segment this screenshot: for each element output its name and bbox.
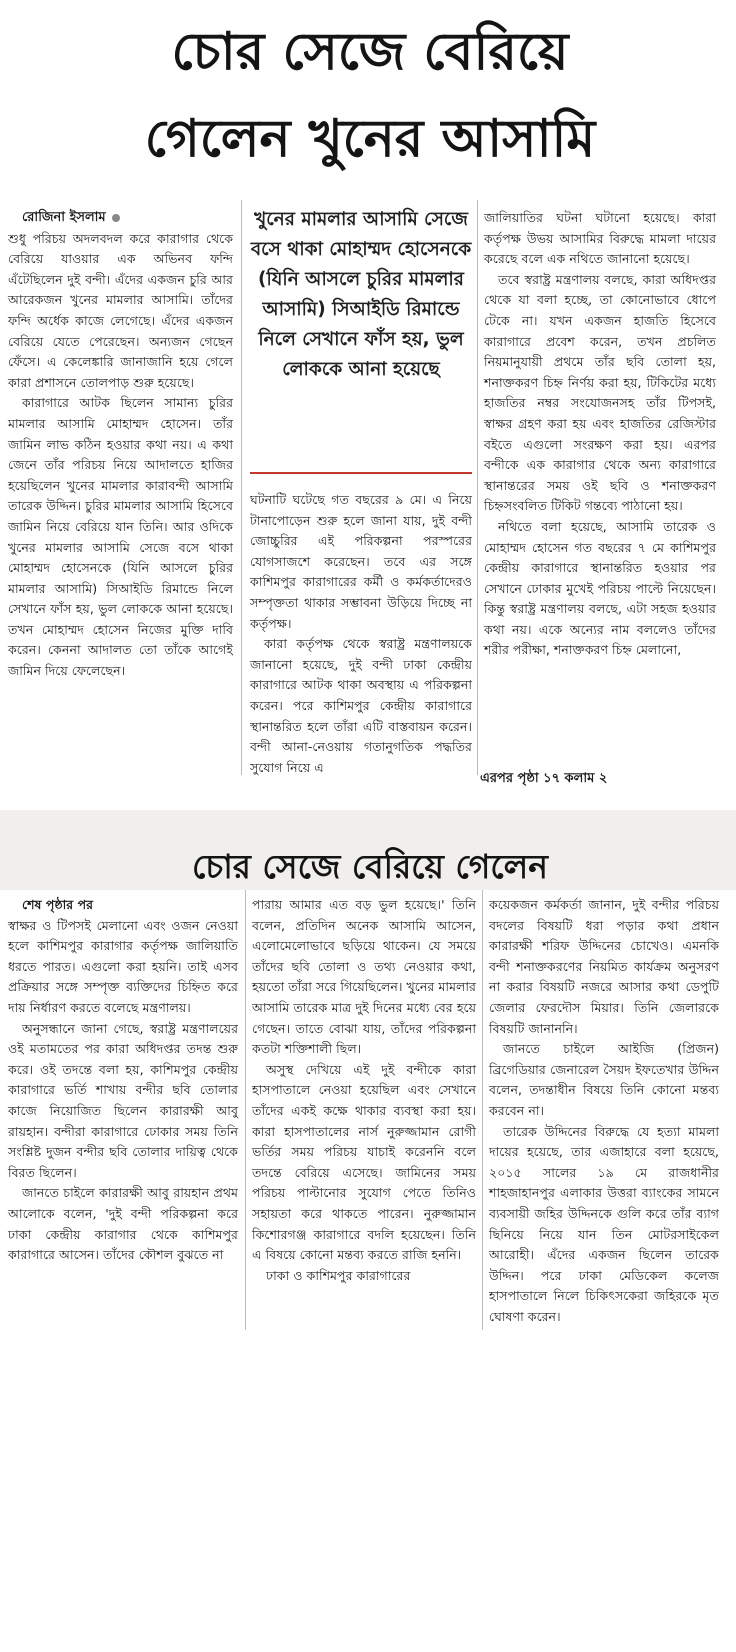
column-divider bbox=[477, 200, 478, 775]
paragraph: জানতে চাইলে আইজি (প্রিজন) ব্রিগেডিয়ার জেনারেল সৈয়দ ইফতেখার উদ্দিন বলেন, তদন্তাধীন বিষয়ে তিনি কোনো মন্তব্য করবেন না। bbox=[489, 1041, 719, 1118]
continued-note: এরপর পৃষ্ঠা ১৭ কলাম ২ bbox=[480, 771, 608, 786]
paragraph: অসুস্থ দেখিয়ে এই দুই বন্দীকে কারা হাসপাতালে নেওয়া হয়েছিল এবং সেখানে তাঁদের একই কক্ষে থাকার ব্যবস্থা করা হয়। কারা হাসপাতালের নার্স নুরুজ্জামান রোগী ভর্তির সময় পরিচয় যাচাই করেননি বলে তদন্তে বেরিয়ে এসেছে। জামিনের সময় পরিচয় পাল্টানোর সুযোগ পেতে তিনিও সহায়তা করে থাকতে পারেন। নুরুজ্জামান কিশোরগঞ্জ কারাগারে বদলি হয়েছেন। তিনি এ বিষয়ে কোনো মন্তব্য করতে রাজি হননি। bbox=[252, 1061, 476, 1263]
continuation-column-2 bbox=[252, 895, 476, 1286]
bullet-icon bbox=[112, 214, 120, 222]
continuation-label: শেষ পৃষ্ঠার পর bbox=[22, 897, 94, 912]
paragraph: কারাগারে আটক ছিলেন সামান্য চুরির মামলার আসামি মোহাম্মদ হোসেন। তাঁর জামিন লাভ কঠিন হওয়ার কথা নয়। এ কথা জেনে তাঁর পরিচয় নিয়ে আদালতে হাজির হয়েছিলেন খুনের মামলার কারাবন্দী আসামি তারেক উদ্দিন। চুরির মামলার আসামি হিসেবে জামিন নিয়ে বেরিয়ে যান তিনি। আর ওদিকে খুনের মামলার আসামি সেজে বসে থাকা মোহাম্মদ হোসেনকে (যিনি আসলে চুরির মামলার আসামি) সিআইডি রিমান্ডে নিলে সেখানে ফাঁস হয়, ভুল লোককে আনা হয়েছে। তখন মোহাম্মদ হোসেন নিজের মুক্তি দাবি করেন। কেননা আদালত তো তাঁকে আগেই জামিন দিয়ে ফেলেছেন। bbox=[8, 395, 233, 679]
column-divider bbox=[241, 200, 242, 775]
paragraph: স্বাক্ষর ও টিপসই মেলানো এবং ওজন নেওয়া হলে কাশিমপুর কারাগার কর্তৃপক্ষ জালিয়াতি ধরতে পারত। এগুলো করা হয়নি। তাই এসব প্রক্রিয়ার সঙ্গে সম্পৃক্ত ব্যক্তিদের চিহ্নিত করে দায় নির্ধারণ করতে বলেছে মন্ত্রণালয়। bbox=[8, 917, 238, 1015]
pull-quote: খুনের মামলার আসামি সেজে বসে থাকা মোহাম্মদ হোসেনকে (যিনি আসলে চুরির মামলার আসামি) সিআইডি রিমান্ডে নিলে সেখানে ফাঁস হয়, ভুল লোককে আনা হয়েছে bbox=[250, 209, 472, 380]
column-divider bbox=[482, 890, 483, 1330]
paragraph: ঘটনাটি ঘটেছে গত বছরের ৯ মে। এ নিয়ে টানাপোড়েন শুরু হলে জানা যায়, দুই বন্দী জোচ্চুরির এই পরিকল্পনা পরস্পরের যোগসাজশে করেছেন। তবে এর সঙ্গে কাশিমপুর কারাগারের কর্মী ও কর্মকর্তাদেরও সম্পৃক্ততা থাকার সম্ভাবনা উড়িয়ে দিচ্ছে না কর্তৃপক্ষ। bbox=[250, 492, 472, 631]
article-column-2 bbox=[250, 490, 472, 778]
column-1-body bbox=[8, 229, 233, 682]
continuation-column-3 bbox=[489, 895, 719, 1327]
paragraph: জালিয়াতির ঘটনা ঘটানো হয়েছে। কারা কর্তৃপক্ষ উভয় আসামির বিরুদ্ধে মামলা দায়ের করেছে বলে এক নথিতে জানানো হয়েছে। bbox=[484, 210, 716, 267]
paragraph: তবে স্বরাষ্ট্র মন্ত্রণালয় বলছে, কারা অধিদপ্তর থেকে যা বলা হচ্ছে, তা কোনোভাবে ধোপে টেকে না। যখন একজন হাজতি হিসেবে কারাগারে প্রবেশ করেন, তখন প্রচলিত নিয়মানুযায়ী প্রথমে তাঁর ছবি তোলা হয়, শনাক্তকরণ চিহ্ন নির্ণয় করা হয়, টিকিটের মধ্যে হাজতির নম্বর সংযোজনসহ তাঁর টিপসই, স্বাক্ষর গ্রহণ করা হয় এবং হাজতির রেজিস্টার বইতে এগুলো সংরক্ষণ করা হয়। এরপর বন্দীকে এক কারাগার থেকে অন্য কারাগারে স্থানান্তরের সময় ওই ছবি ও শনাক্তকরণ চিহ্নসংবলিত টিকিট গন্তব্যে পাঠানো হয়। bbox=[484, 271, 716, 514]
continuation-headline: চোর সেজে বেরিয়ে গেলেন bbox=[192, 847, 548, 886]
paragraph: তারেক উদ্দিনের বিরুদ্ধে যে হত্যা মামলা দায়ের হয়েছে, তার এজাহারে বলা হয়েছে, ২০১৫ সালের ১৯ মে রাজধানীর শাহজাহানপুর এলাকার উত্তরা ব্যাংকের সামনে ব্যবসায়ী জহির উদ্দিনকে গুলি করে তাঁর ব্যাগ ছিনিয়ে নিয়ে যান তিন মোটরসাইকেল আরোহী। এঁদের একজন ছিলেন তারেক উদ্দিন। পরে ঢাকা মেডিকেল কলেজ হাসপাতালে নিলে চিকিৎসকেরা জহিরকে মৃত ঘোষণা করেন। bbox=[489, 1123, 719, 1324]
column-3-body bbox=[484, 208, 716, 661]
continuation-column-3-body bbox=[489, 895, 719, 1327]
continuation-column-1-body bbox=[8, 916, 238, 1266]
byline bbox=[8, 208, 233, 229]
paragraph: অনুসন্ধানে জানা গেছে, স্বরাষ্ট্র মন্ত্রণালয়ের ওই মতামতের পর কারা অধিদপ্তর তদন্ত শুরু করে। ওই তদন্তে বলা হয়, কাশিমপুর কেন্দ্রীয় কারাগারে ভর্তি শাখায় বন্দীর ছবি তোলার কাজে নিয়োজিত ছিলেন কারারক্ষী আবু রায়হান। বন্দীরা কারাগারে ঢোকার সময় তিনি সংশ্লিষ্ট দুজন বন্দীর ছবি তোলার দায়িত্ব থেকে বিরত ছিলেন। bbox=[8, 1020, 238, 1180]
continuation-column-1 bbox=[8, 895, 238, 1266]
continuation-column-2-body bbox=[252, 895, 476, 1286]
pull-quote-rule bbox=[250, 472, 472, 474]
paragraph: নথিতে বলা হয়েছে, আসামি তারেক ও মোহাম্মদ হোসেন গত বছরের ৭ মে কাশিমপুর কেন্দ্রীয় কারাগারে স্থানান্তরিত হওয়ার পর সেখানে ঢোকার মুখেই পরিচয় পাল্টে নিয়েছেন। কিন্তু স্বরাষ্ট্র মন্ত্রণালয় বলছে, এটা সহজ হওয়ার কথা নয়। একে অন্যের নাম বললেও তাঁদের শরীর পরীক্ষা, শনাক্তকরণ চিহ্ন মেলানো, bbox=[484, 518, 716, 658]
paragraph: ঢাকা ও কাশিমপুর কারাগারের bbox=[266, 1267, 411, 1283]
byline-author: রোজিনা ইসলাম bbox=[22, 210, 106, 225]
paragraph: জানতে চাইলে কারারক্ষী আবু রায়হান প্রথম আলোকে বলেন, 'দুই বন্দী পরিকল্পনা করে ঢাকা কেন্দ্রীয় কারাগার থেকে কাশিমপুর কারাগারে আসেন। তাঁদের কৌশল বুঝতে না bbox=[8, 1185, 238, 1263]
paragraph: শুধু পরিচয় অদলবদল করে কারাগার থেকে বেরিয়ে যাওয়ার এক অভিনব ফন্দি এঁটেছিলেন দুই বন্দী। এঁদের একজন চুরি আর আরেকজন খুনের মামলার আসামি। তাঁদের ফন্দি অর্ধেক কাজে লেগেছে। এঁদের একজন বেরিয়ে যেতে পেরেছেন। অন্যজন গেছেন ফেঁসে। এ কেলেঙ্কারি জানাজানি হয়ে গেলে কারা প্রশাসনে তোলপাড় শুরু হয়েছে। bbox=[8, 230, 233, 390]
headline-line-2: গেলেন খুনের আসামি bbox=[144, 109, 596, 169]
paragraph: পারায় আমার এত বড় ভুল হয়েছে।' তিনি বলেন, প্রতিদিন অনেক আসামি আসেন, এলোমেলোভাবে ছড়িয়ে থাকেন। যে সময়ে তাঁদের ছবি তোলা ও তথ্য নেওয়ার কথা, হয়তো তাঁরা সরে গিয়েছিলেন। খুনের মামলার আসামি তারেক মাত্র দুই দিনের মধ্যে বের হয়ে গেছেন। তাতে বোঝা যায়, তাঁদের পরিকল্পনা কতটা শক্তিশালী ছিল। bbox=[252, 897, 476, 1057]
column-divider bbox=[245, 890, 246, 1330]
headline-line-1: চোর সেজে বেরিয়ে bbox=[171, 22, 569, 82]
article-column-1 bbox=[8, 208, 233, 682]
column-2-body bbox=[250, 490, 472, 778]
article-column-3 bbox=[484, 208, 716, 661]
paragraph: কয়েকজন কর্মকর্তা জানান, দুই বন্দীর পরিচয় বদলের বিষয়টি ধরা পড়ার কথা প্রধান কারারক্ষী শরিফ উদ্দিনের চোখেও। এমনকি বন্দী শনাক্তকরণের নিয়মিত কার্যক্রম অনুসরণ না করার বিষয়টি নজরে আসার কথা ডেপুটি জেলার ফেরদৌস মিয়ার। তিনি জেলারকে বিষয়টি জানাননি। bbox=[489, 897, 719, 1036]
paragraph: কারা কর্তৃপক্ষ থেকে স্বরাষ্ট্র মন্ত্রণালয়কে জানানো হয়েছে, দুই বন্দী ঢাকা কেন্দ্রীয় কারাগারে আটক থাকা অবস্থায় এ পরিকল্পনা করেন। পরে কাশিমপুর কেন্দ্রীয় কারাগারে স্থানান্তরিত হলে তাঁরা এটি বাস্তবায়ন করেন। বন্দী আনা-নেওয়ায় গতানুগতিক পদ্ধতির সুযোগ নিয়ে এ bbox=[250, 636, 472, 775]
